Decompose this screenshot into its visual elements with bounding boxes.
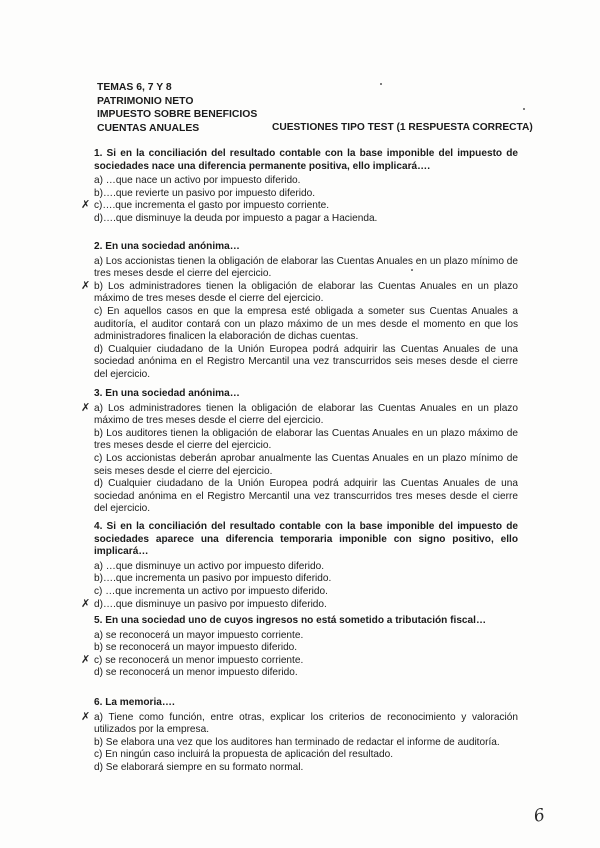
option-a: a) …que disminuye un activo por impuesto diferido.: [94, 560, 325, 572]
option-d: d) Cualquier ciudadano de la Unión Europea podrá adquirir las Cuentas Anuales de una sociedad anónima en el Registro Mercantil una vez transcurridos tres meses desde el cierre del ejercicio.: [94, 478, 518, 515]
option-a: a) se reconocerá un mayor impuesto corriente.: [94, 629, 304, 641]
header-topic: CUENTAS ANUALES: [97, 122, 200, 134]
question-1: [81, 148, 518, 226]
option-d: ✗ d)….que disminuye un pasivo por impuesto diferido.: [81, 597, 327, 610]
option-b: b)….que incrementa un pasivo por impuesto diferido.: [94, 573, 332, 585]
question-stem: 6. La memoria….: [94, 697, 175, 708]
question-2: [81, 241, 518, 382]
scan-speck: [523, 108, 525, 110]
option-c: ✗ c) se reconocerá un menor impuesto corriente.: [81, 653, 304, 666]
question-4: [81, 521, 518, 611]
option-b: b) se reconocerá un mayor impuesto diferido.: [94, 642, 298, 654]
option-a: a) …que nace un activo por impuesto diferido.: [94, 175, 301, 187]
option-a: a) Los accionistas tienen la obligación de elaborar las Cuentas Anuales en un plazo mínimo de tres meses desde el cierre del ejercicio.: [94, 255, 518, 280]
option-d: d) Cualquier ciudadano de la Unión Europea podrá adquirir las Cuentas Anuales de una sociedad anónima en el Registro Mercantil una vez transcurridos seis meses desde el cierre del ejercicio.: [94, 343, 518, 380]
scan-speck: [380, 83, 382, 85]
option-c: c) En ningún caso incluirá la propuesta de aplicación del resultado.: [94, 749, 394, 761]
option-a: ✗ a) Tiene como función, entre otras, explicar los criterios de reconocimiento y valoración utilizados por la empresa.: [81, 710, 518, 736]
option-d: d) se reconocerá un menor impuesto diferido.: [94, 667, 298, 679]
answer-mark-icon: ✗: [81, 710, 91, 723]
document-subtitle: CUESTIONES TIPO TEST (1 RESPUESTA CORRECTA): [272, 122, 533, 133]
question-3: [81, 388, 518, 516]
option-b: b)….que revierte un pasivo por impuesto diferido.: [94, 187, 316, 199]
answer-mark-icon: ✗: [81, 653, 91, 666]
option-b: ✗ b) Los administradores tienen la obligación de elaborar las Cuentas Anuales en un plazo máximo de tres meses desde el cierre del ejercicio.: [81, 279, 518, 305]
option-c: c) Los accionistas deberán aprobar anualmente las Cuentas Anuales en un plazo mínimo de seis meses desde el cierre del ejercicio.: [94, 452, 518, 477]
question-5: [81, 615, 518, 680]
answer-mark-icon: ✗: [81, 401, 91, 414]
option-c: ✗ c)….que incrementa el gasto por impuesto corriente.: [81, 199, 330, 212]
option-d: d)….que disminuye la deuda por impuesto a pagar a Hacienda.: [94, 212, 378, 224]
option-c: c) En aquellos casos en que la empresa esté obligada a someter sus Cuentas Anuales a auditoría, el auditor contará con un plazo máximo de un mes desde el momento en que los administradores finalicen la elaboración de dichas cuentas.: [94, 305, 518, 343]
answer-mark-icon: ✗: [81, 597, 91, 610]
document-header: [97, 81, 257, 135]
question-stem: 4. Si en la conciliación del resultado contable con la base imponible del impuesto de sociedades aparece una diferencia temporaria imponible con signo positivo, ello implicará…: [94, 521, 518, 558]
question-stem: 1. Si en la conciliación del resultado contable con la base imponible del impuesto de sociedades nace una diferencia permanente positiva, ello implicará….: [94, 148, 518, 172]
question-stem: 3. En una sociedad anónima…: [94, 388, 240, 399]
question-stem: 5. En una sociedad uno de cuyos ingresos no está sometido a tributación fiscal…: [94, 615, 487, 626]
header-topic: PATRIMONIO NETO: [97, 95, 194, 107]
question-stem: 2. En una sociedad anónima…: [94, 241, 240, 252]
option-d: d) Se elaborará siempre en su formato normal.: [94, 761, 304, 773]
option-c: c) …que incrementa un activo por impuesto diferido.: [94, 585, 328, 597]
option-a: ✗ a) Los administradores tienen la obligación de elaborar las Cuentas Anuales en un plazo máximo de tres meses desde el cierre del ejercicio.: [81, 401, 518, 427]
handwritten-page-number: 6: [532, 805, 547, 827]
answer-mark-icon: ✗: [81, 199, 91, 212]
header-topic: TEMAS 6, 7 Y 8: [97, 82, 172, 93]
option-b: b) Los auditores tienen la obligación de elaborar las Cuentas Anuales en un plazo máximo de tres meses desde el cierre del ejercicio.: [94, 427, 518, 452]
question-6: [81, 697, 518, 775]
answer-mark-icon: ✗: [81, 279, 91, 292]
scan-speck: [411, 269, 413, 271]
option-b: b) Se elabora una vez que los auditores han terminado de redactar el informe de auditoría.: [94, 736, 500, 748]
header-topic: IMPUESTO SOBRE BENEFICIOS: [97, 109, 258, 120]
